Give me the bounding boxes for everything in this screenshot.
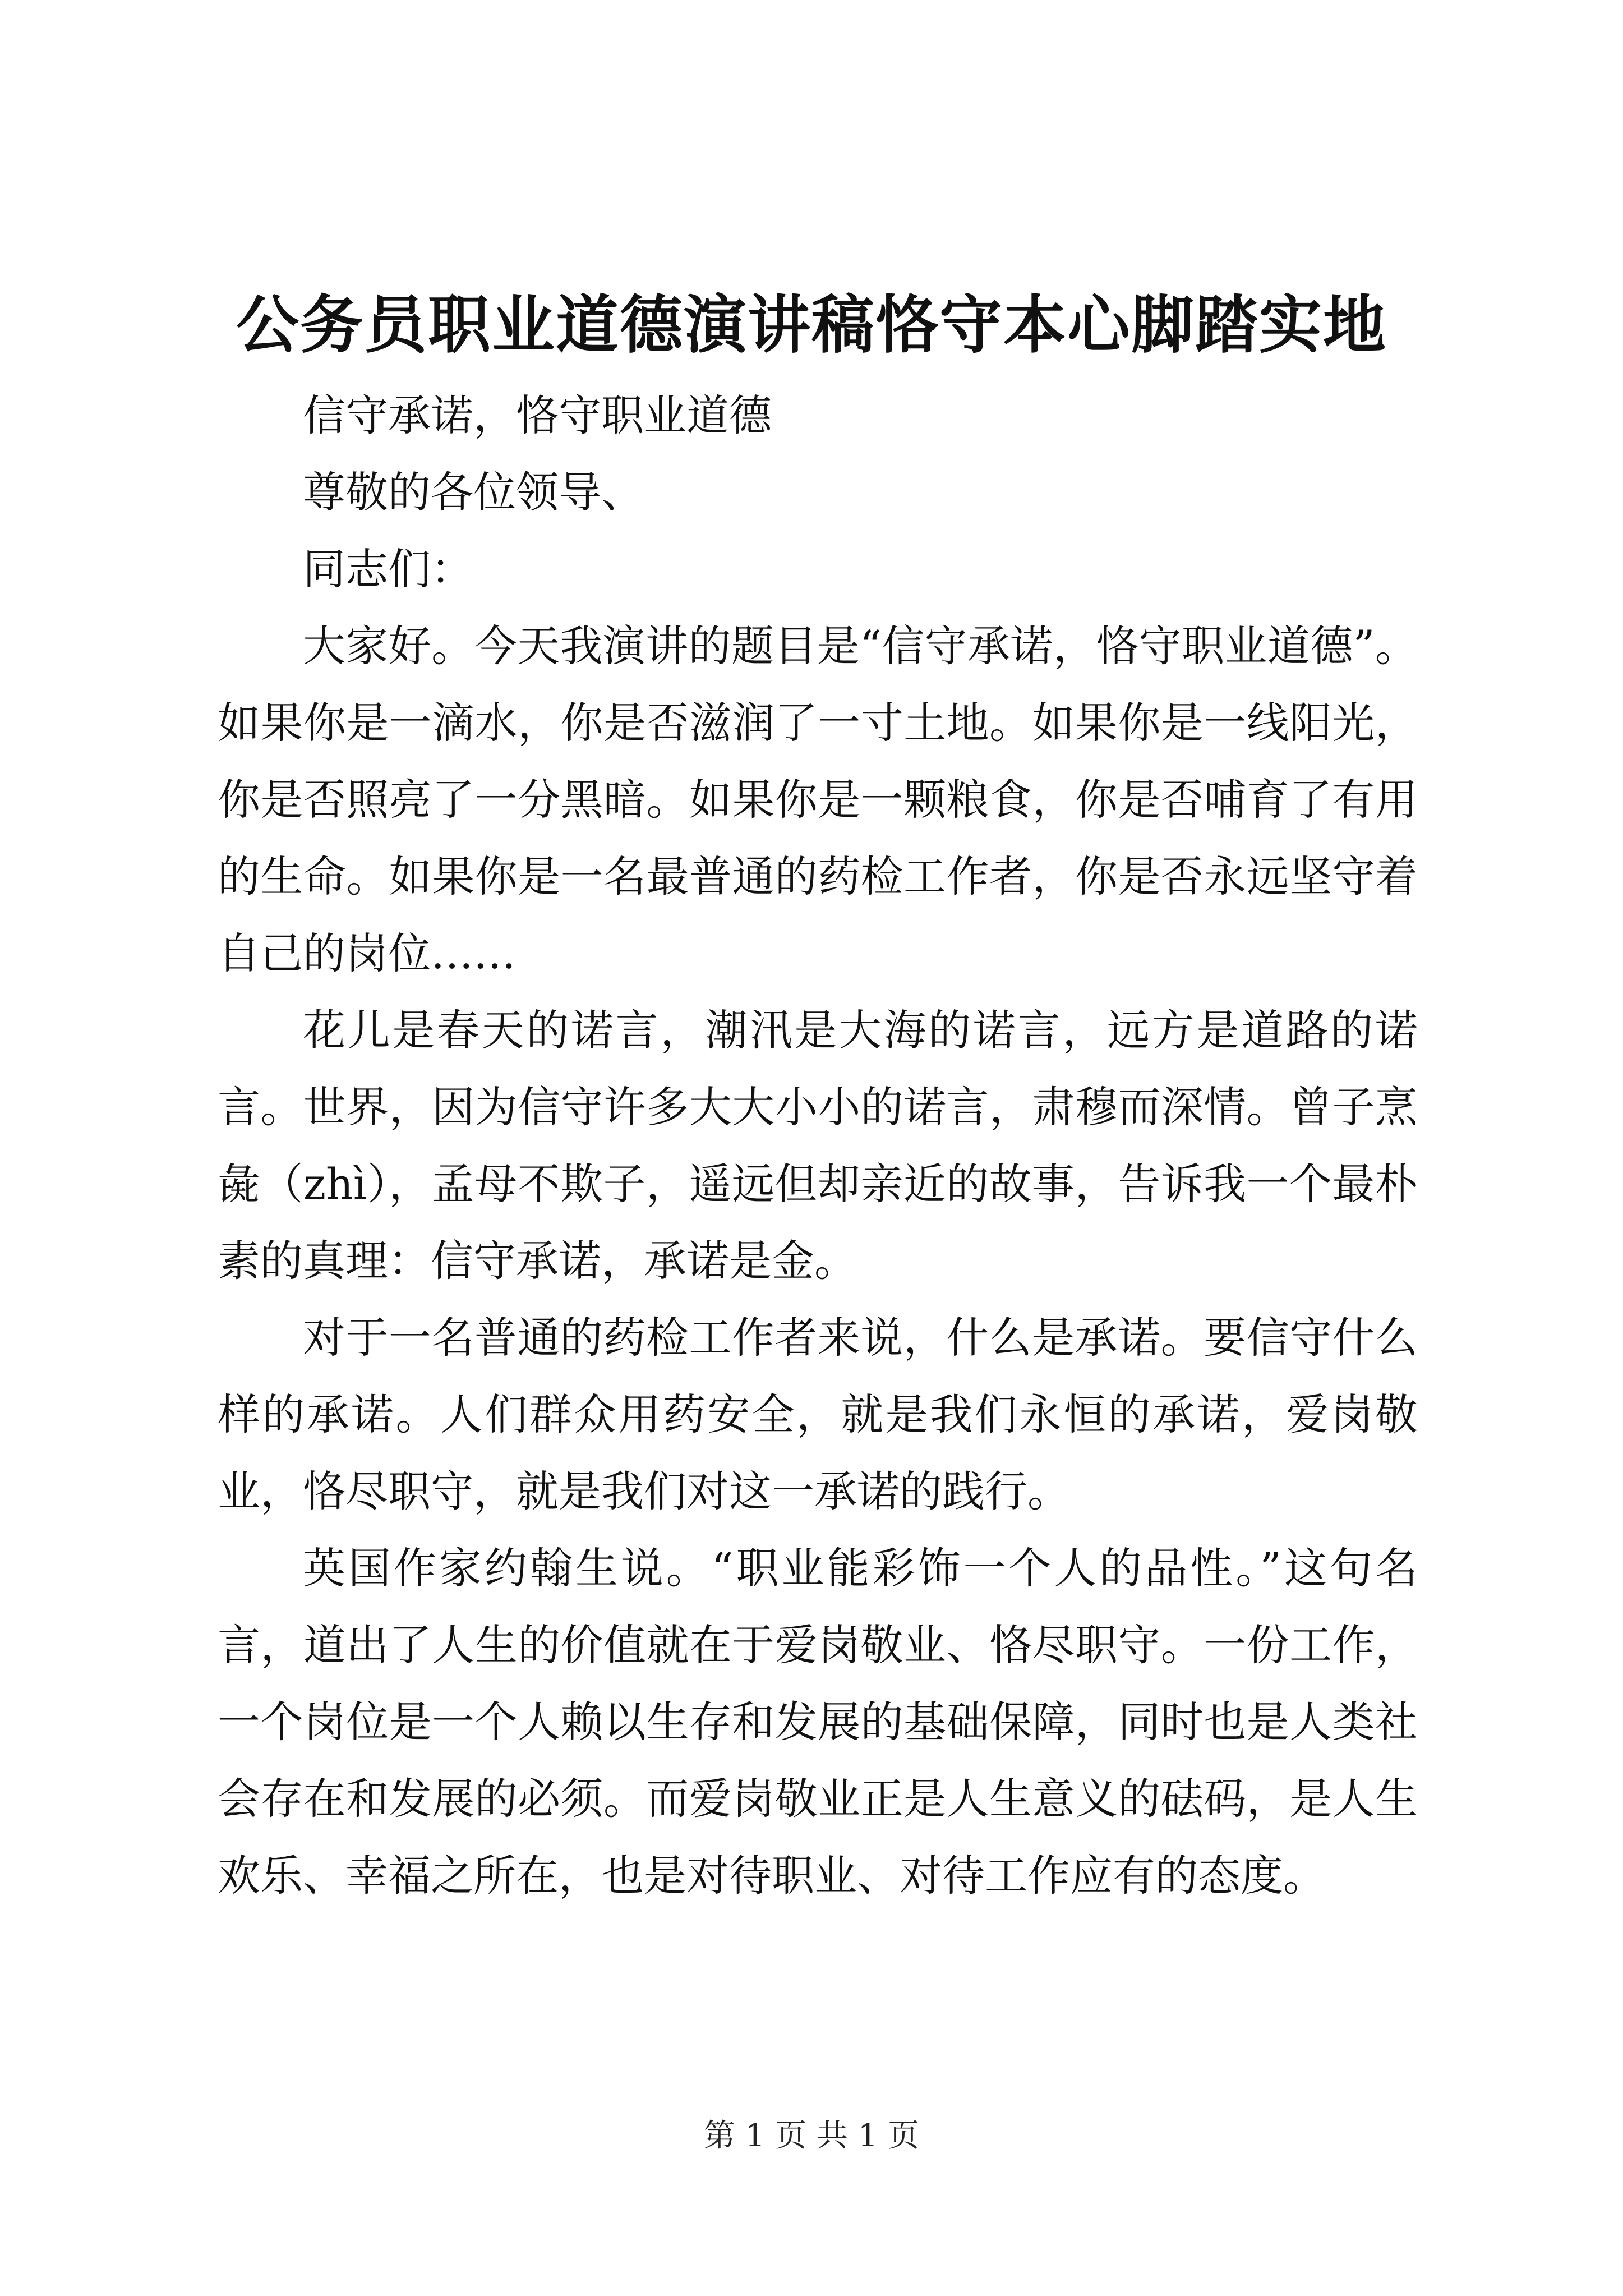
salutation-paragraph: 尊敬的各位领导、 <box>303 467 644 517</box>
body-paragraph: 花儿是春天的诺言，潮汛是大海的诺言，远方是道路的诺言。世界，因为信守许多大大小小的诺言，肃穆而深情。曾子烹彘（zhì），孟母不欺子，遥远但却亲近的故事，告诉我一个最朴素的真理：信守承诺，承诺是金。 <box>218 1005 1418 1286</box>
document-body <box>218 377 1418 1914</box>
page-footer: 第 1 页 共 1 页 <box>703 2118 920 2154</box>
body-paragraph: 英国作家约翰生说。“职业能彩饰一个人的品性。”这句名言，道出了人生的价值就在于爱岗敬业、恪尽职守。一份工作，一个岗位是一个人赖以生存和发展的基础保障，同时也是人类社会存在和发展的必须。而爱岗敬业正是人生意义的砝码，是人生欢乐、幸福之所在，也是对待职业、对待工作应有的态度。 <box>218 1543 1418 1901</box>
body-paragraph: 对于一名普通的药检工作者来说，什么是承诺。要信守什么样的承诺。人们群众用药安全，就是我们永恒的承诺，爱岗敬业，恪尽职守，就是我们对这一承诺的践行。 <box>218 1313 1418 1516</box>
body-paragraph: 大家好。今天我演讲的题目是“信守承诺，恪守职业道德”。如果你是一滴水，你是否滋润了一寸土地。如果你是一线阳光，你是否照亮了一分黑暗。如果你是一颗粮食，你是否哺育了有用的生命。如果你是一名最普通的药检工作者，你是否永远坚守着自己的岗位…… <box>218 621 1418 978</box>
subtitle-paragraph: 信守承诺，恪守职业道德 <box>303 390 772 440</box>
document-title: 公务员职业道德演讲稿恪守本心脚踏实地 <box>236 288 1387 362</box>
salutation-paragraph: 同志们： <box>303 544 473 594</box>
